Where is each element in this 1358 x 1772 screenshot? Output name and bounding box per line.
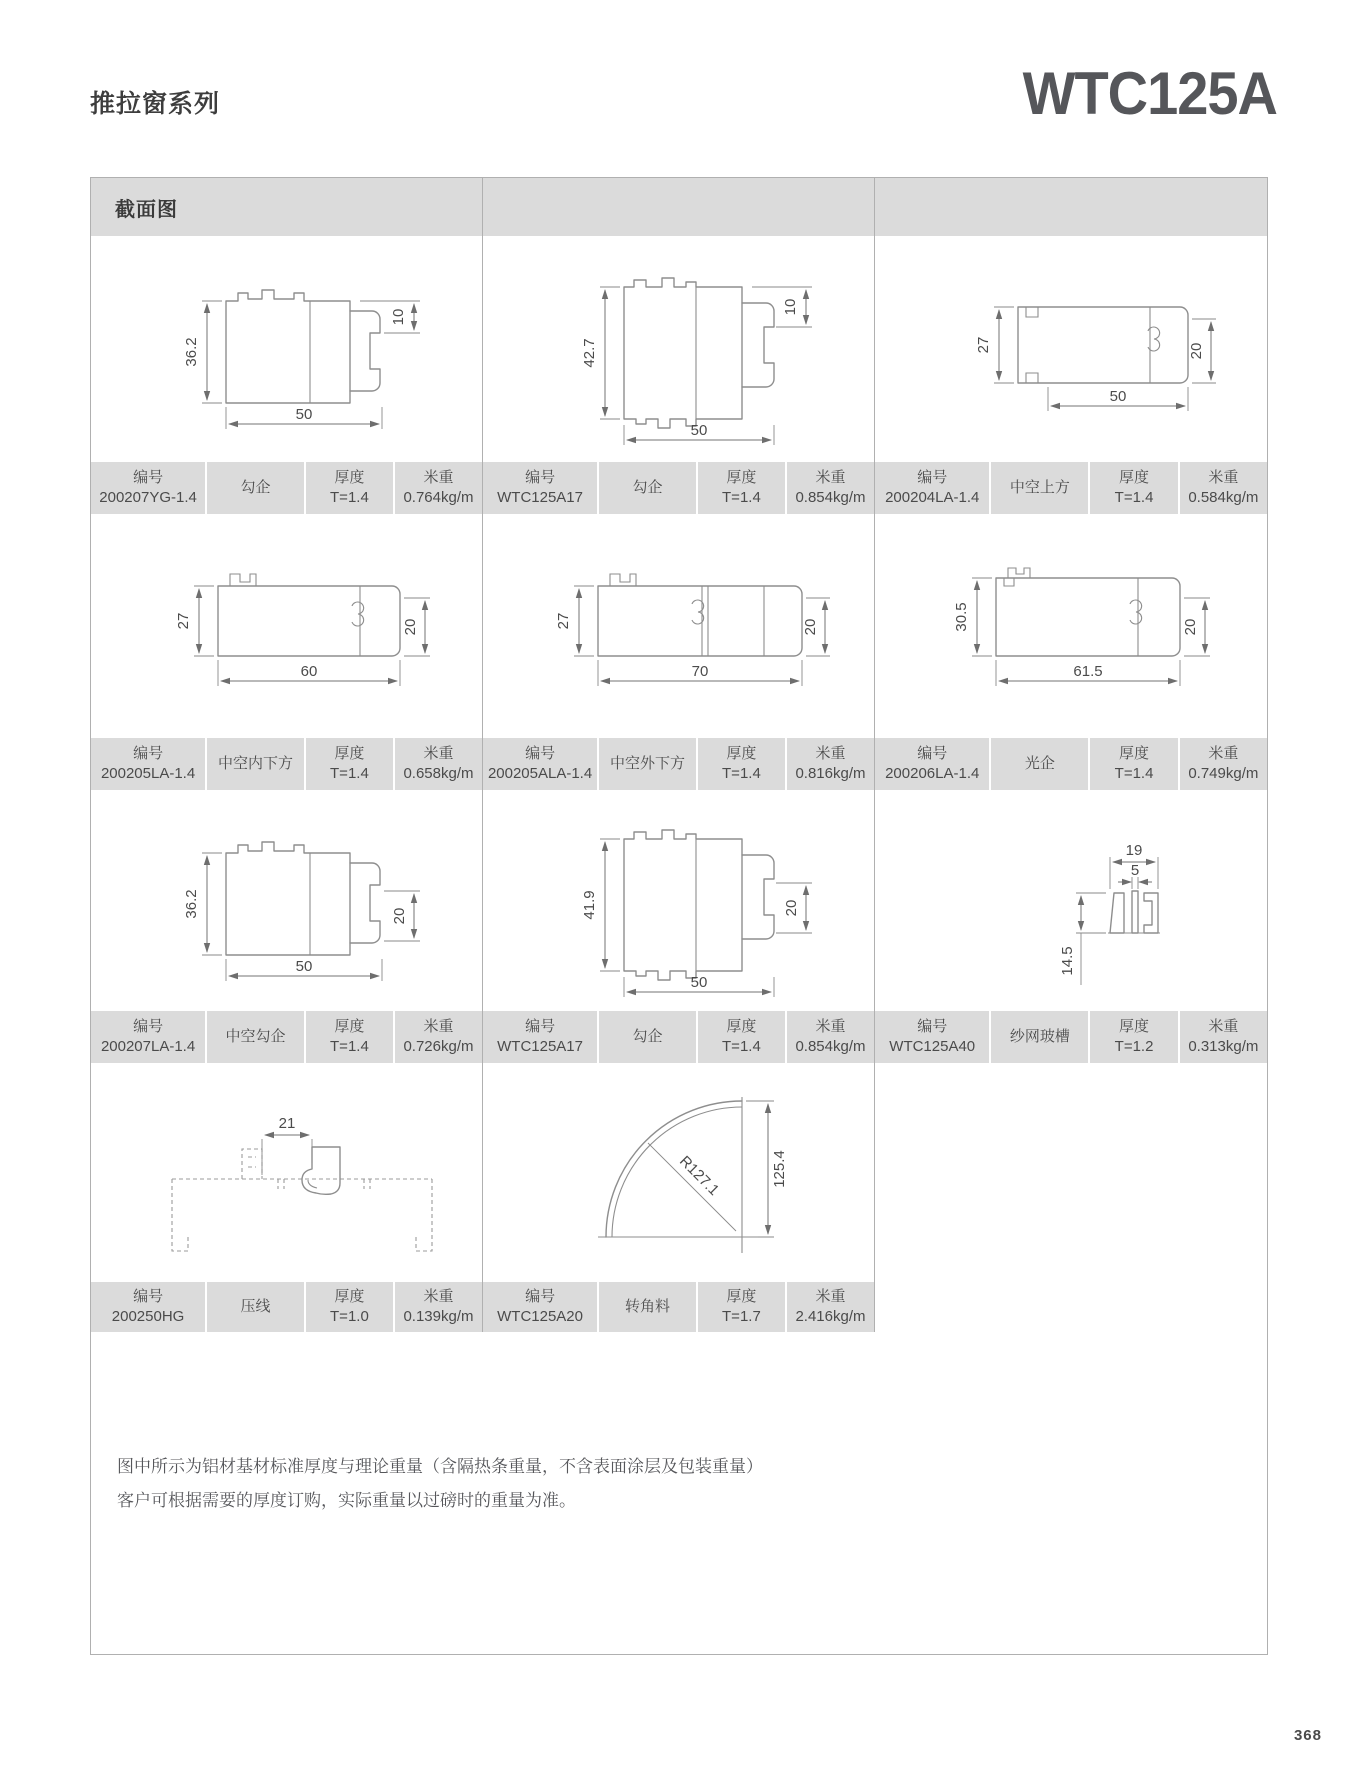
info-weight-cell: 米重 0.854kg/m (787, 1011, 874, 1063)
drawing-cell (483, 514, 875, 738)
info-name-cell: 转角料 (599, 1282, 696, 1332)
dim-label: 20 (390, 907, 408, 924)
footnote-line: 图中所示为铝材基材标准厚度与理论重量（含隔热条重量，不含表面涂层及包装重量） (117, 1457, 763, 1476)
section-view-label: 截面图 (115, 198, 178, 221)
info-thickness-cell: 厚度 T=1.4 (698, 738, 785, 790)
info-name-cell: 压线 (207, 1282, 304, 1332)
info-code-cell: 编号 200206LA-1.4 (875, 738, 989, 790)
table-header-cell (483, 178, 875, 236)
dim-label: 27 (975, 336, 992, 354)
info-weight-cell: 米重 0.658kg/m (395, 738, 482, 790)
profile-info-row (91, 1011, 483, 1063)
profile-info-row (483, 1011, 875, 1063)
info-thickness-cell: 厚度 T=1.7 (698, 1282, 785, 1332)
info-code-cell: 编号 WTC125A17 (483, 462, 597, 514)
table-header-cell (91, 178, 483, 236)
info-code-cell: 编号 WTC125A40 (875, 1011, 989, 1063)
info-weight-cell: 米重 0.584kg/m (1180, 462, 1267, 514)
dim-label: 5 (1130, 861, 1140, 879)
info-weight-cell: 米重 0.854kg/m (787, 462, 874, 514)
drawing-cell (91, 790, 483, 1011)
profile-info-row (483, 738, 875, 790)
model-code: WTC125A (1022, 59, 1277, 128)
info-row-empty (875, 1282, 1267, 1332)
info-weight-cell: 米重 0.816kg/m (787, 738, 874, 790)
info-code-cell: 编号 200250HG (91, 1282, 205, 1332)
info-code-cell: 编号 200204LA-1.4 (875, 462, 989, 514)
profile-info-row (91, 462, 483, 514)
info-code-cell: 编号 200205LA-1.4 (91, 738, 205, 790)
info-code-cell: 编号 WTC125A20 (483, 1282, 597, 1332)
info-weight-cell: 米重 0.749kg/m (1180, 738, 1267, 790)
profile-drawing-hook (114, 243, 460, 455)
dim-label: 42.7 (580, 338, 598, 368)
drawing-cell (483, 790, 875, 1011)
info-thickness-cell: 厚度 T=1.4 (698, 1011, 785, 1063)
dim-label: 20 (801, 618, 819, 636)
info-weight-cell: 米重 0.764kg/m (395, 462, 482, 514)
dim-label: 14.5 (1059, 945, 1076, 976)
profile-drawing-hook-insulated (114, 795, 460, 1007)
dim-label: 20 (401, 618, 419, 636)
profile-drawing-fixed-jamb (898, 520, 1244, 732)
info-thickness-cell: 厚度 T=1.4 (1090, 738, 1177, 790)
profile-info-row (875, 462, 1267, 514)
info-code-cell: 编号 200207LA-1.4 (91, 1011, 205, 1063)
info-name-cell: 纱网玻槽 (991, 1011, 1088, 1063)
dim-label: 36.2 (182, 337, 200, 367)
profile-info-row (91, 738, 483, 790)
section-table (90, 177, 1268, 1655)
info-code-cell: 编号 200207YG-1.4 (91, 462, 205, 514)
dim-label: 50 (690, 422, 707, 439)
info-name-cell: 中空内下方 (207, 738, 304, 790)
dim-label: R127.1 (675, 1152, 722, 1199)
info-thickness-cell: 厚度 T=1.4 (306, 462, 393, 514)
profile-info-row (875, 1011, 1267, 1063)
drawing-cell (875, 236, 1267, 462)
profile-info-row (875, 738, 1267, 790)
dim-label: 50 (295, 406, 312, 423)
info-thickness-cell: 厚度 T=1.4 (1090, 462, 1177, 514)
info-code-cell: 编号 WTC125A17 (483, 1011, 597, 1063)
info-name-cell: 中空勾企 (207, 1011, 304, 1063)
dim-label: 60 (300, 663, 317, 680)
drawing-cell-empty (875, 1063, 1267, 1282)
page-number: 368 (1293, 1727, 1322, 1744)
info-name-cell: 中空上方 (991, 462, 1088, 514)
dim-label: 20 (1188, 342, 1205, 360)
profile-info-row (483, 1282, 875, 1332)
profile-drawing-screen-channel (898, 795, 1244, 1007)
footnote (91, 1332, 1267, 1654)
info-thickness-cell: 厚度 T=1.0 (306, 1282, 393, 1332)
dim-label: 10 (389, 308, 407, 326)
profile-drawing-top-rail (898, 243, 1244, 455)
dim-label: 70 (691, 663, 708, 680)
info-weight-cell: 米重 0.313kg/m (1180, 1011, 1267, 1063)
profile-drawing-hook (506, 795, 852, 1007)
dim-label: 125.4 (770, 1149, 788, 1188)
profile-drawing-hook (506, 243, 852, 455)
info-thickness-cell: 厚度 T=1.2 (1090, 1011, 1177, 1063)
info-code-cell: 编号 200205ALA-1.4 (483, 738, 597, 790)
dim-label: 61.5 (1073, 663, 1103, 680)
dim-label: 50 (1109, 388, 1127, 405)
dim-label: 10 (781, 298, 799, 316)
info-thickness-cell: 厚度 T=1.4 (698, 462, 785, 514)
profile-drawing-bottom-rail (114, 520, 460, 732)
profile-info-row (91, 1282, 483, 1332)
info-weight-cell: 米重 0.139kg/m (395, 1282, 482, 1332)
drawing-cell (483, 236, 875, 462)
dim-label: 27 (554, 612, 572, 630)
profile-drawing-glazing-bead (114, 1067, 460, 1279)
dim-label: 50 (295, 957, 312, 975)
dim-label: 20 (782, 899, 800, 916)
info-name-cell: 勾企 (599, 1011, 696, 1063)
info-weight-cell: 米重 0.726kg/m (395, 1011, 482, 1063)
dim-label: 50 (690, 973, 707, 991)
drawing-cell (875, 790, 1267, 1011)
dim-label: 41.9 (580, 889, 598, 920)
page-title: 推拉窗系列 (90, 90, 221, 118)
profile-info-row (483, 462, 875, 514)
table-header-cell (875, 178, 1267, 236)
drawing-cell (483, 1063, 875, 1282)
info-name-cell: 中空外下方 (599, 738, 696, 790)
dim-label: 27 (174, 612, 192, 630)
info-name-cell: 勾企 (599, 462, 696, 514)
info-name-cell: 勾企 (207, 462, 304, 514)
profile-drawing-corner (506, 1067, 852, 1279)
drawing-cell (91, 1063, 483, 1282)
dim-label: 20 (1182, 618, 1199, 636)
drawing-cell (91, 236, 483, 462)
dim-label: 30.5 (953, 602, 970, 632)
drawing-cell (875, 514, 1267, 738)
drawing-cell (91, 514, 483, 738)
info-name-cell: 光企 (991, 738, 1088, 790)
dim-label: 21 (278, 1114, 295, 1132)
profile-drawing-bottom-rail (506, 520, 852, 732)
dim-label: 36.2 (182, 888, 200, 919)
info-thickness-cell: 厚度 T=1.4 (306, 738, 393, 790)
footnote-line: 客户可根据需要的厚度订购，实际重量以过磅时的重量为准。 (117, 1491, 576, 1510)
dim-label: 19 (1125, 841, 1143, 859)
info-thickness-cell: 厚度 T=1.4 (306, 1011, 393, 1063)
info-weight-cell: 米重 2.416kg/m (787, 1282, 874, 1332)
